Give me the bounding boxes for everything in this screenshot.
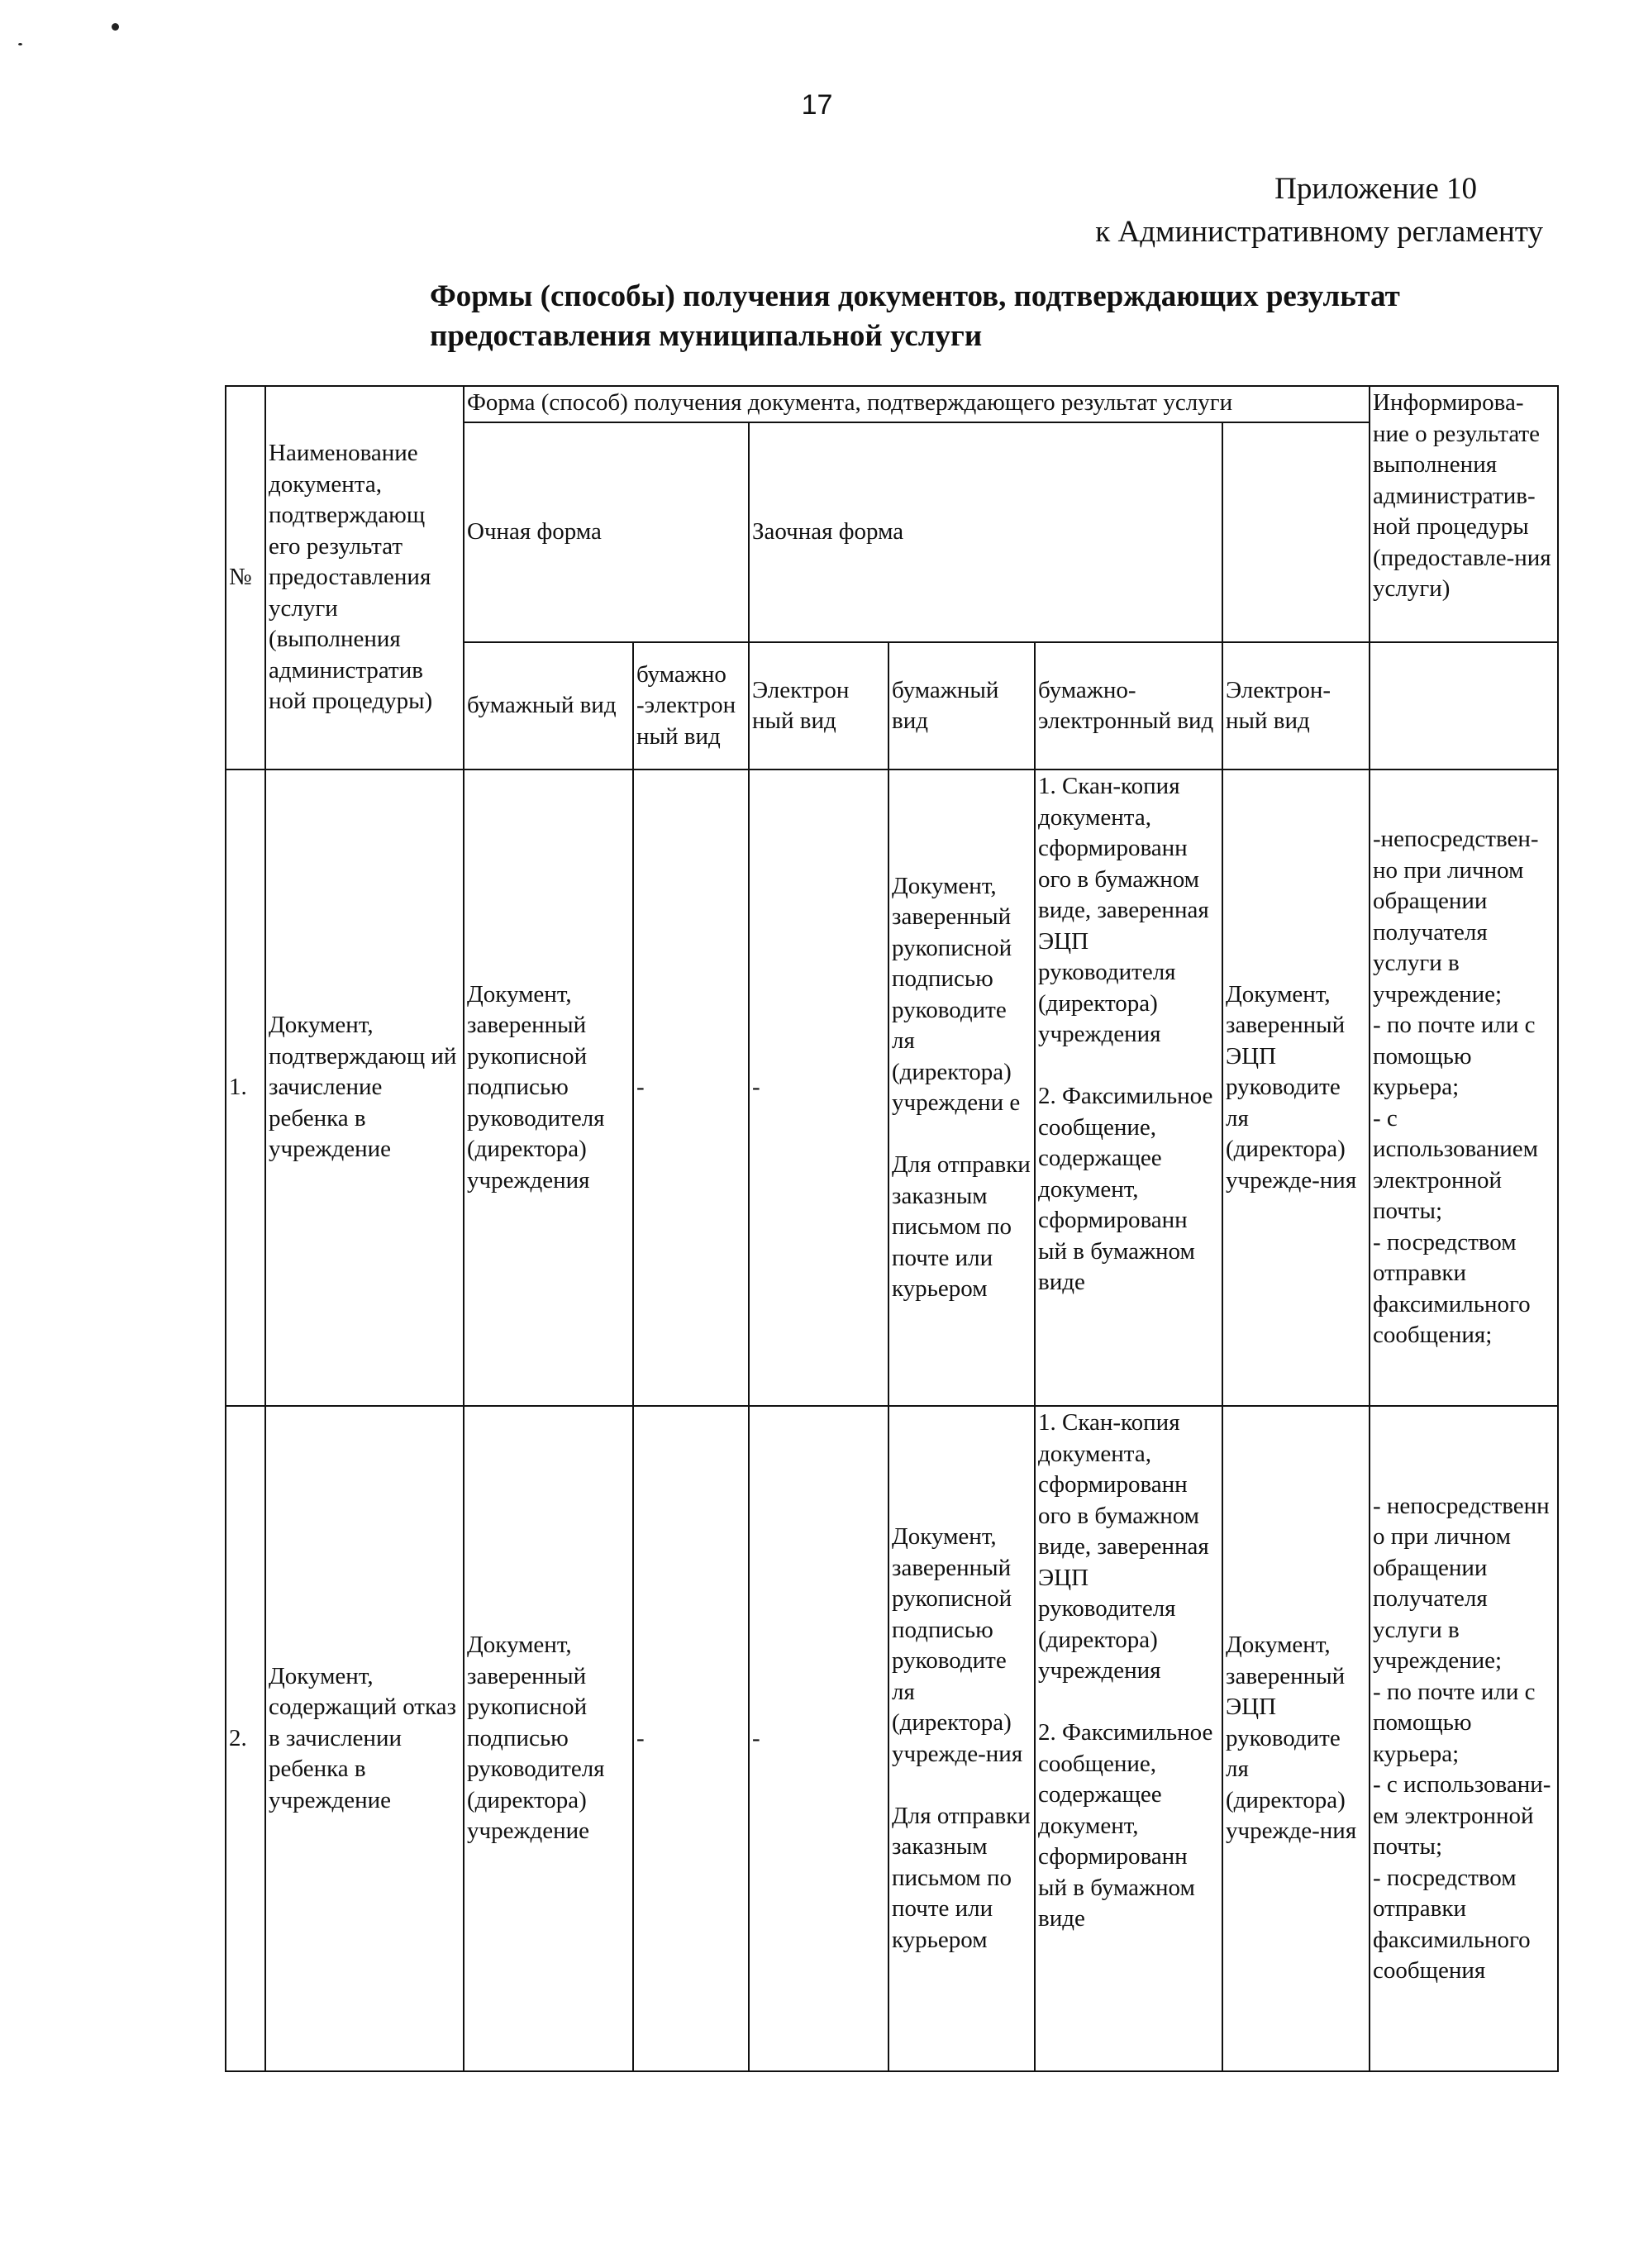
row-remote-paper-electronic: 1. Скан-копия документа, сформированн ого в бумажном виде, заверенная ЭЦП руководителя (директора) учреждения 2. Факсимильное сообщение, содержащее документ, сформированн ый в бумажном виде xyxy=(1035,1406,1222,2071)
header-electronic: Электрон ный вид xyxy=(749,642,888,770)
row-in-person-electronic: - xyxy=(749,770,888,1406)
header-document-name: Наименование документа, подтверждающ его результат предоставления услуги (выполнения административ ной процедуры) xyxy=(265,386,464,770)
header-informing: Информирова-ние о результате выполнения административ-ной процедуры (предоставле-ния услуги) xyxy=(1370,386,1558,642)
header-in-person-form: Очная форма xyxy=(464,422,749,642)
appendix-regulation: к Административному регламенту xyxy=(1095,215,1543,249)
row-remote-paper: Документ, заверенный рукописной подписью руководите ля (директора) учрежде-ния Для отправки заказным письмом по почте или курьером xyxy=(888,1406,1035,2071)
row-number: 1. xyxy=(226,770,265,1406)
document-title xyxy=(430,277,1570,356)
page-number: 17 xyxy=(801,89,833,121)
header-form-group: Форма (способ) получения документа, подтверждающего результат услуги xyxy=(464,386,1370,422)
table-row xyxy=(226,1406,1558,2071)
header-remote-electronic: Электрон-ный вид xyxy=(1222,642,1370,770)
row-remote-electronic: Документ, заверенный ЭЦП руководите ля (директора) учрежде-ния xyxy=(1222,1406,1370,2071)
appendix-reference xyxy=(1095,168,1543,254)
header-remote-paper-electronic: бумажно-электронный вид xyxy=(1035,642,1222,770)
row-document-name: Документ, подтверждающ ий зачисление ребенка в учреждение xyxy=(265,770,464,1406)
row-in-person-paper: Документ, заверенный рукописной подписью руководителя (директора) учреждение xyxy=(464,1406,633,2071)
header-remote-form: Заочная форма xyxy=(749,422,1222,642)
row-informing: - непосредственн о при личном обращении получателя услуги в учреждение; - по почте или с помощью курьера; - с использовани-ем электронной почты; - посредством отправки факсимильного сообщения xyxy=(1370,1406,1558,2071)
document-title-line-1: Формы (способы) получения документов, подтверждающих результат xyxy=(430,279,1400,313)
document-title-line-2: предоставления муниципальной услуги xyxy=(430,319,983,353)
header-paper: бумажный вид xyxy=(464,642,633,770)
table-row xyxy=(226,770,1558,1406)
row-remote-paper: Документ, заверенный рукописной подписью руководите ля (директора) учреждени е Для отправки заказным письмом по почте или курьером xyxy=(888,770,1035,1406)
row-document-name: Документ, содержащий отказ в зачислении ребенка в учреждение xyxy=(265,1406,464,2071)
header-paper-electronic: бумажно -электрон ный вид xyxy=(633,642,749,770)
header-remote-paper: бумажный вид xyxy=(888,642,1035,770)
row-in-person-paper-electronic: - xyxy=(633,1406,749,2071)
header-row-1 xyxy=(226,386,1558,422)
row-informing: -непосредствен-но при личном обращении получателя услуги в учреждение; - по почте или с помощью курьера; - с использованием электронной почты; - посредством отправки факсимильного сообщения; xyxy=(1370,770,1558,1406)
appendix-number: Приложение 10 xyxy=(1274,172,1477,206)
header-informing-empty xyxy=(1370,642,1558,770)
results-forms-table xyxy=(225,385,1559,2072)
row-in-person-paper: Документ, заверенный рукописной подписью руководителя (директора) учреждения xyxy=(464,770,633,1406)
scan-speck xyxy=(18,43,22,45)
row-remote-paper-electronic: 1. Скан-копия документа, сформированн ого в бумажном виде, заверенная ЭЦП руководителя (директора) учреждения 2. Факсимильное сообщение, содержащее документ, сформированн ый в бумажном виде xyxy=(1035,770,1222,1406)
row-remote-electronic: Документ, заверенный ЭЦП руководите ля (директора) учрежде-ния xyxy=(1222,770,1370,1406)
header-empty-cell xyxy=(1222,422,1370,642)
row-in-person-paper-electronic: - xyxy=(633,770,749,1406)
row-in-person-electronic: - xyxy=(749,1406,888,2071)
row-number: 2. xyxy=(226,1406,265,2071)
scan-speck xyxy=(112,23,119,31)
header-number: № xyxy=(226,386,265,770)
